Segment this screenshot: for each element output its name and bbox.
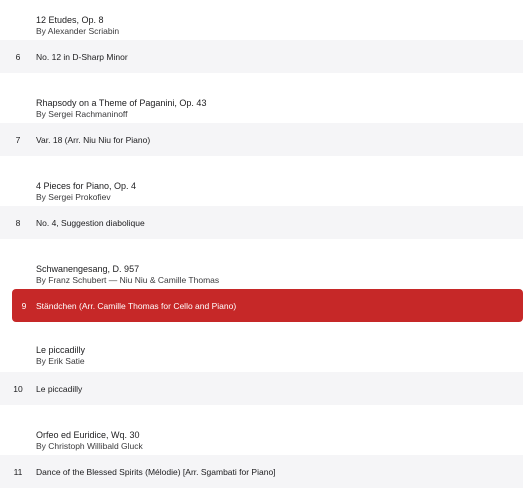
track-title: Dance of the Blessed Spirits (Mélodie) [Arr. Sgambati for Piano] bbox=[36, 466, 276, 477]
work-title: Le piccadilly bbox=[36, 345, 86, 355]
work-composer: By Erik Satie bbox=[36, 356, 85, 366]
work-title: Rhapsody on a Theme of Paganini, Op. 43 bbox=[36, 98, 207, 108]
work-header bbox=[0, 156, 523, 206]
track-title: No. 12 in D-Sharp Minor bbox=[36, 51, 128, 62]
track-number: 10 bbox=[13, 383, 23, 394]
track-row[interactable] bbox=[0, 372, 523, 405]
track-number: 8 bbox=[15, 217, 21, 228]
work-title: 12 Etudes, Op. 8 bbox=[36, 15, 104, 25]
work-composer: By Franz Schubert — Niu Niu & Camille Thomas bbox=[36, 275, 220, 285]
track-title: No. 4, Suggestion diabolique bbox=[36, 217, 145, 228]
track-number: 6 bbox=[15, 51, 21, 62]
track-row[interactable] bbox=[0, 40, 523, 73]
track-title: Ständchen (Arr. Camille Thomas for Cello and Piano) bbox=[36, 300, 237, 311]
work-title: 4 Pieces for Piano, Op. 4 bbox=[36, 181, 137, 191]
work-composer: By Alexander Scriabin bbox=[36, 26, 120, 36]
work-header bbox=[0, 239, 523, 289]
work-header bbox=[0, 0, 523, 40]
track-number: 9 bbox=[21, 300, 27, 311]
work-composer: By Sergei Prokofiev bbox=[36, 192, 111, 202]
track-row-now-playing[interactable] bbox=[12, 289, 523, 322]
track-row[interactable] bbox=[0, 123, 523, 156]
track-title: Var. 18 (Arr. Niu Niu for Piano) bbox=[36, 134, 151, 145]
work-title: Orfeo ed Euridice, Wq. 30 bbox=[36, 430, 140, 440]
work-header bbox=[0, 405, 523, 455]
work-composer: By Sergei Rachmaninoff bbox=[36, 109, 128, 119]
track-row[interactable] bbox=[0, 455, 523, 488]
track-number: 7 bbox=[15, 134, 21, 145]
work-title: Schwanengesang, D. 957 bbox=[36, 264, 140, 274]
work-header bbox=[0, 73, 523, 123]
work-header bbox=[0, 322, 523, 372]
track-row[interactable] bbox=[0, 206, 523, 239]
work-composer: By Christoph Willibald Gluck bbox=[36, 441, 143, 451]
track-title: Le piccadilly bbox=[36, 383, 83, 394]
track-number: 11 bbox=[13, 466, 23, 477]
